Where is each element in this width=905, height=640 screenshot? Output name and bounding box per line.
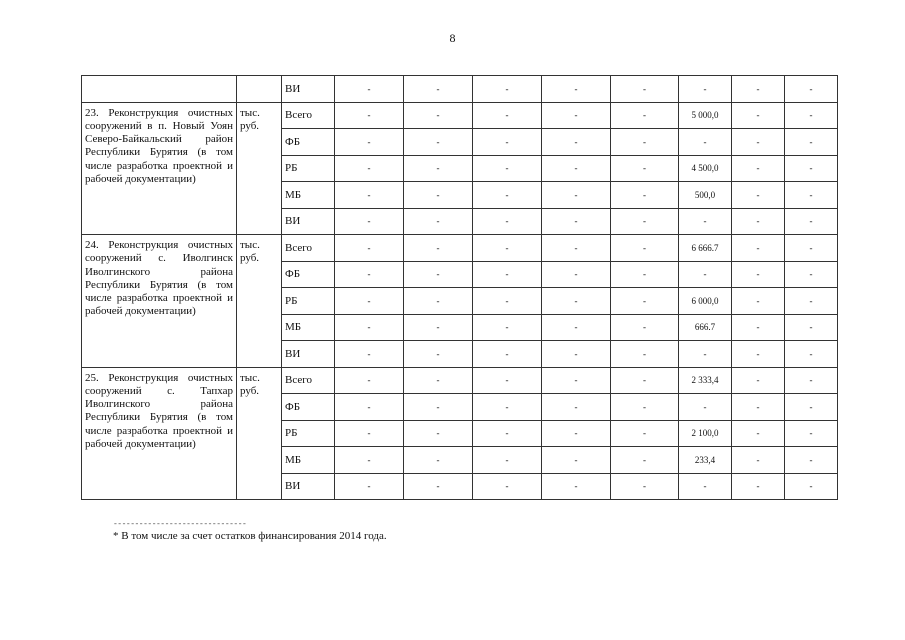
value-cell: - [335, 76, 404, 103]
value-cell: - [542, 447, 611, 474]
value-cell: 6 000,0 [679, 288, 732, 315]
value-cell: - [611, 394, 679, 421]
value-cell: - [732, 473, 785, 500]
funding-source: ФБ [282, 261, 335, 288]
value-cell: - [732, 208, 785, 235]
funding-source: ВИ [282, 76, 335, 103]
funding-source: РБ [282, 155, 335, 182]
value-cell: - [404, 394, 473, 421]
value-cell: - [785, 208, 838, 235]
value-cell: - [473, 420, 542, 447]
value-cell: - [473, 473, 542, 500]
table-row [82, 235, 838, 262]
value-cell: - [611, 288, 679, 315]
value-cell: - [679, 208, 732, 235]
value-cell: - [542, 76, 611, 103]
value-cell: - [473, 182, 542, 209]
value-cell: - [732, 367, 785, 394]
funding-source: ВИ [282, 341, 335, 368]
funding-source: Всего [282, 235, 335, 262]
value-cell: - [785, 102, 838, 129]
value-cell: - [785, 235, 838, 262]
value-cell: - [335, 102, 404, 129]
value-cell: - [404, 208, 473, 235]
value-cell: - [404, 288, 473, 315]
value-cell: - [611, 76, 679, 103]
value-cell: - [404, 155, 473, 182]
value-cell: - [404, 102, 473, 129]
value-cell: - [542, 394, 611, 421]
value-cell: - [473, 367, 542, 394]
value-cell: - [732, 235, 785, 262]
value-cell: - [785, 129, 838, 156]
value-cell: - [732, 447, 785, 474]
value-cell: - [679, 341, 732, 368]
value-cell: - [732, 394, 785, 421]
value-cell: - [679, 76, 732, 103]
funding-source: Всего [282, 367, 335, 394]
blank-cell [237, 76, 282, 103]
value-cell: - [542, 314, 611, 341]
value-cell: - [542, 420, 611, 447]
value-cell: - [785, 473, 838, 500]
value-cell: - [542, 235, 611, 262]
value-cell: - [335, 341, 404, 368]
value-cell: - [473, 76, 542, 103]
value-cell: 4 500,0 [679, 155, 732, 182]
value-cell: - [404, 129, 473, 156]
value-cell: - [611, 208, 679, 235]
value-cell: - [611, 341, 679, 368]
value-cell: - [404, 367, 473, 394]
value-cell: - [473, 261, 542, 288]
value-cell: - [679, 129, 732, 156]
financing-table [81, 75, 838, 500]
value-cell: - [732, 155, 785, 182]
value-cell: - [542, 155, 611, 182]
value-cell: 2 100,0 [679, 420, 732, 447]
value-cell: - [611, 447, 679, 474]
unit-label: тыс. руб. [237, 235, 282, 368]
value-cell: - [335, 394, 404, 421]
funding-source: МБ [282, 182, 335, 209]
measure-description: 23. Реконструкция очистных сооружений в п. Новый Уоян Северо-Байкальский район Республики Бурятия (в том числе разработка проектной и рабочей документации) [82, 102, 237, 235]
value-cell: - [404, 420, 473, 447]
unit-label: тыс. руб. [237, 102, 282, 235]
value-cell: - [542, 102, 611, 129]
value-cell: - [542, 288, 611, 315]
value-cell: - [473, 394, 542, 421]
value-cell: - [473, 235, 542, 262]
value-cell: - [473, 155, 542, 182]
value-cell: - [785, 155, 838, 182]
value-cell: - [542, 367, 611, 394]
value-cell: - [542, 341, 611, 368]
value-cell: - [611, 155, 679, 182]
value-cell: - [785, 261, 838, 288]
value-cell: - [542, 182, 611, 209]
funding-source: МБ [282, 447, 335, 474]
value-cell: - [335, 288, 404, 315]
value-cell: - [473, 208, 542, 235]
unit-label: тыс. руб. [237, 367, 282, 500]
value-cell: - [473, 129, 542, 156]
value-cell: - [611, 420, 679, 447]
value-cell: - [611, 182, 679, 209]
funding-source: ФБ [282, 129, 335, 156]
funding-source: РБ [282, 288, 335, 315]
value-cell: - [473, 288, 542, 315]
value-cell: - [473, 447, 542, 474]
value-cell: - [473, 341, 542, 368]
value-cell: - [335, 208, 404, 235]
value-cell: - [732, 288, 785, 315]
measure-description: 25. Реконструкция очистных сооружений с. Тапхар Иволгинского района Республики Бурятия (в том числе разработка проектной и рабочей документации) [82, 367, 237, 500]
value-cell: - [404, 473, 473, 500]
value-cell: - [335, 261, 404, 288]
value-cell: - [732, 261, 785, 288]
value-cell: - [679, 261, 732, 288]
value-cell: - [335, 155, 404, 182]
value-cell: - [404, 447, 473, 474]
value-cell: - [732, 182, 785, 209]
value-cell: - [785, 288, 838, 315]
value-cell: - [785, 420, 838, 447]
footnote: * В том числе за счет остатков финансирования 2014 года. [113, 530, 387, 542]
funding-source: МБ [282, 314, 335, 341]
value-cell: - [732, 76, 785, 103]
value-cell: - [611, 367, 679, 394]
measure-description: 24. Реконструкция очистных сооружений с. Иволгинск Иволгинского района Республики Бурятия (в том числе разработка проектной и рабочей документации) [82, 235, 237, 368]
value-cell: - [335, 129, 404, 156]
value-cell: - [542, 261, 611, 288]
value-cell: - [732, 102, 785, 129]
value-cell: - [542, 473, 611, 500]
value-cell: - [785, 341, 838, 368]
value-cell: - [611, 102, 679, 129]
value-cell: - [404, 76, 473, 103]
value-cell: - [611, 314, 679, 341]
value-cell: - [335, 367, 404, 394]
table-row [82, 367, 838, 394]
value-cell: - [335, 447, 404, 474]
blank-cell [82, 76, 237, 103]
value-cell: 666.7 [679, 314, 732, 341]
funding-source: ВИ [282, 208, 335, 235]
value-cell: - [732, 129, 785, 156]
value-cell: - [732, 314, 785, 341]
value-cell: - [611, 473, 679, 500]
funding-source: ФБ [282, 394, 335, 421]
funding-source: РБ [282, 420, 335, 447]
table-row [82, 76, 838, 103]
value-cell: - [785, 182, 838, 209]
value-cell: - [785, 447, 838, 474]
value-cell: - [611, 261, 679, 288]
value-cell: - [473, 314, 542, 341]
value-cell: - [679, 473, 732, 500]
value-cell: - [404, 182, 473, 209]
value-cell: - [785, 314, 838, 341]
value-cell: - [611, 129, 679, 156]
value-cell: - [732, 420, 785, 447]
value-cell: 2 333,4 [679, 367, 732, 394]
value-cell: - [732, 341, 785, 368]
funding-source: ВИ [282, 473, 335, 500]
value-cell: - [611, 235, 679, 262]
value-cell: - [542, 129, 611, 156]
value-cell: - [335, 420, 404, 447]
value-cell: - [335, 235, 404, 262]
value-cell: - [404, 235, 473, 262]
value-cell: 500,0 [679, 182, 732, 209]
value-cell: - [473, 102, 542, 129]
value-cell: - [335, 473, 404, 500]
value-cell: - [335, 314, 404, 341]
value-cell: - [404, 341, 473, 368]
value-cell: - [679, 394, 732, 421]
value-cell: 5 000,0 [679, 102, 732, 129]
page-number: 8 [449, 31, 456, 45]
value-cell: 6 666.7 [679, 235, 732, 262]
funding-source: Всего [282, 102, 335, 129]
value-cell: - [404, 314, 473, 341]
value-cell: - [785, 76, 838, 103]
value-cell: 233,4 [679, 447, 732, 474]
value-cell: - [785, 367, 838, 394]
value-cell: - [335, 182, 404, 209]
value-cell: - [404, 261, 473, 288]
footnote-separator: ------------------------------- [113, 520, 247, 529]
value-cell: - [785, 394, 838, 421]
value-cell: - [542, 208, 611, 235]
table-row [82, 102, 838, 129]
